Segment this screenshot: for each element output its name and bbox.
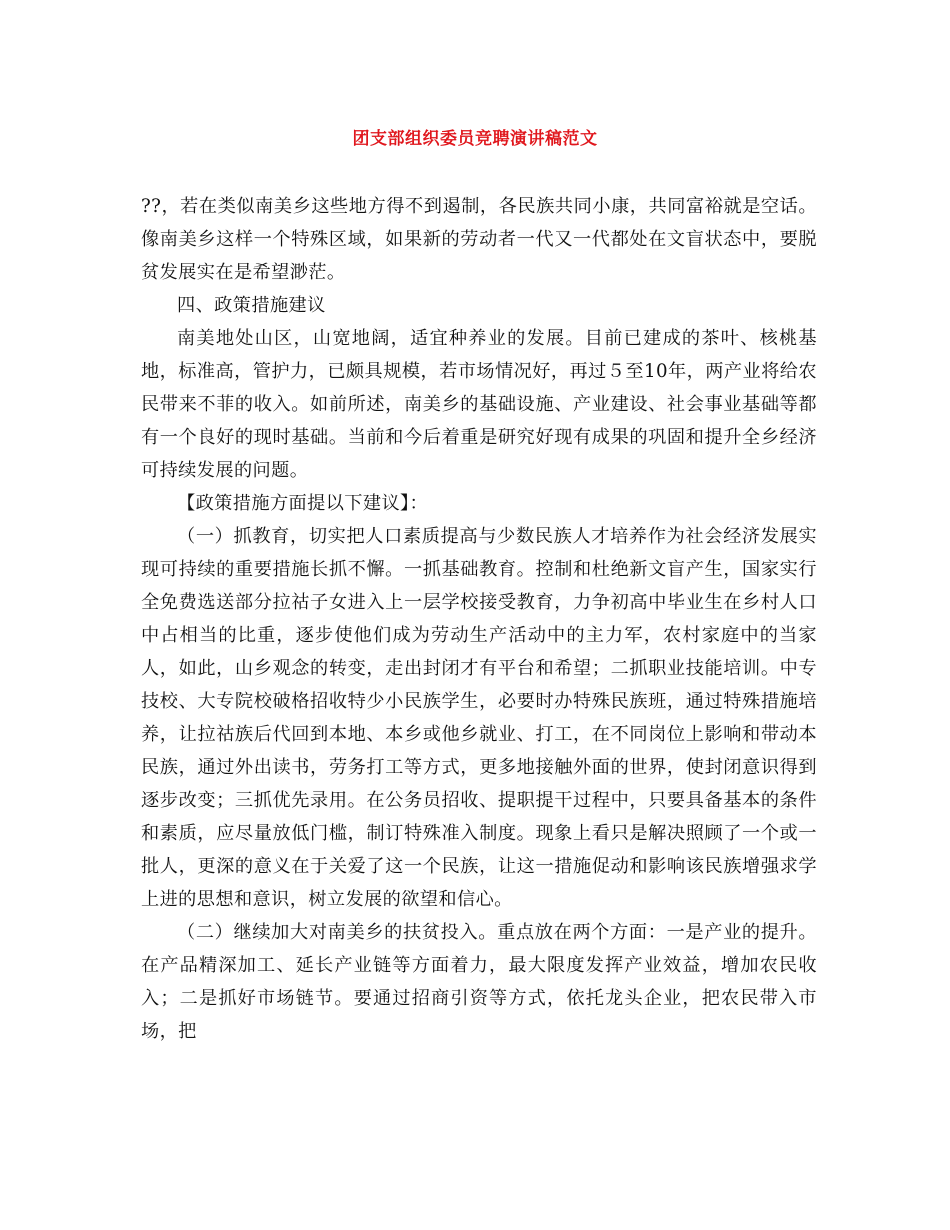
paragraph-suggestions-heading: 【政策措施方面提以下建议】： bbox=[177, 493, 429, 514]
paragraph-education: （一）抓教育，切实把人口素质提高与少数民族人才培养作为社会经济发展实现可持续的重要措施长抓不懈。一抓基础教育。控制和杜绝新文盲产生，国家实行全免费选送部分拉祜子女进入上一层学校接受教育，力争初高中毕业生在乡村人口中占相当的比重，逐步使他们成为劳动生产活动中的主力军，农村家庭中的当家人，如此，山乡观念的转变，走出封闭才有平台和希望；二抓职业技能培训。中专技校、大专院校破格招收特少小民族学生，必要时办特殊民族班，通过特殊措施培养，让拉祜族后代回到本地、本乡或他乡就业、打工，在不同岗位上影响和带动本民族，通过外出读书，劳务打工等方式，更多地接触外面的世界，使封闭意识得到逐步改变；三抓优先录用。在公务员招收、提职提干过程中，只要具备基本的条件和素质，应尽量放低门槛，制订特殊准入制度。现象上看只是解决照顾了一个或一批人，更深的意义在于关爱了这一个民族，让这一措施促动和影响该民族增强求学上进的思想和意识，树立发展的欲望和信心。 bbox=[141, 526, 817, 910]
paragraph-continuation: ??，若在类似南美乡这些地方得不到遏制，各民族共同小康，共同富裕就是空话。像南美乡这样一个特殊区域，如果新的劳动者一代又一代都处在文盲状态中，要脱贫发展实在是希望渺茫。 bbox=[141, 196, 817, 283]
paragraph-poverty-investment: （二）继续加大对南美乡的扶贫投入。重点放在两个方面：一是产业的提升。在产品精深加工、延长产业链等方面着力，最大限度发挥产业效益，增加农民收入；二是抓好市场链节。要通过招商引资等方式，依托龙头企业，把农民带入市场，把 bbox=[141, 922, 817, 1042]
document-body bbox=[141, 190, 817, 1048]
section-heading-policy: 四、政策措施建议 bbox=[177, 295, 326, 316]
paragraph-region-overview: 南美地处山区，山宽地阔，适宜种养业的发展。目前已建成的茶叶、核桃基地，标准高，管护力，已颇具规模，若市场情况好，再过５至10年，两产业将给农民带来不菲的收入。如前所述，南美乡的基础设施、产业建设、社会事业基础等都有一个良好的现时基础。当前和今后着重是研究好现有成果的巩固和提升全乡经济可持续发展的问题。 bbox=[141, 328, 817, 481]
document-title: 团支部组织委员竞聘演讲稿范文 bbox=[352, 129, 598, 149]
